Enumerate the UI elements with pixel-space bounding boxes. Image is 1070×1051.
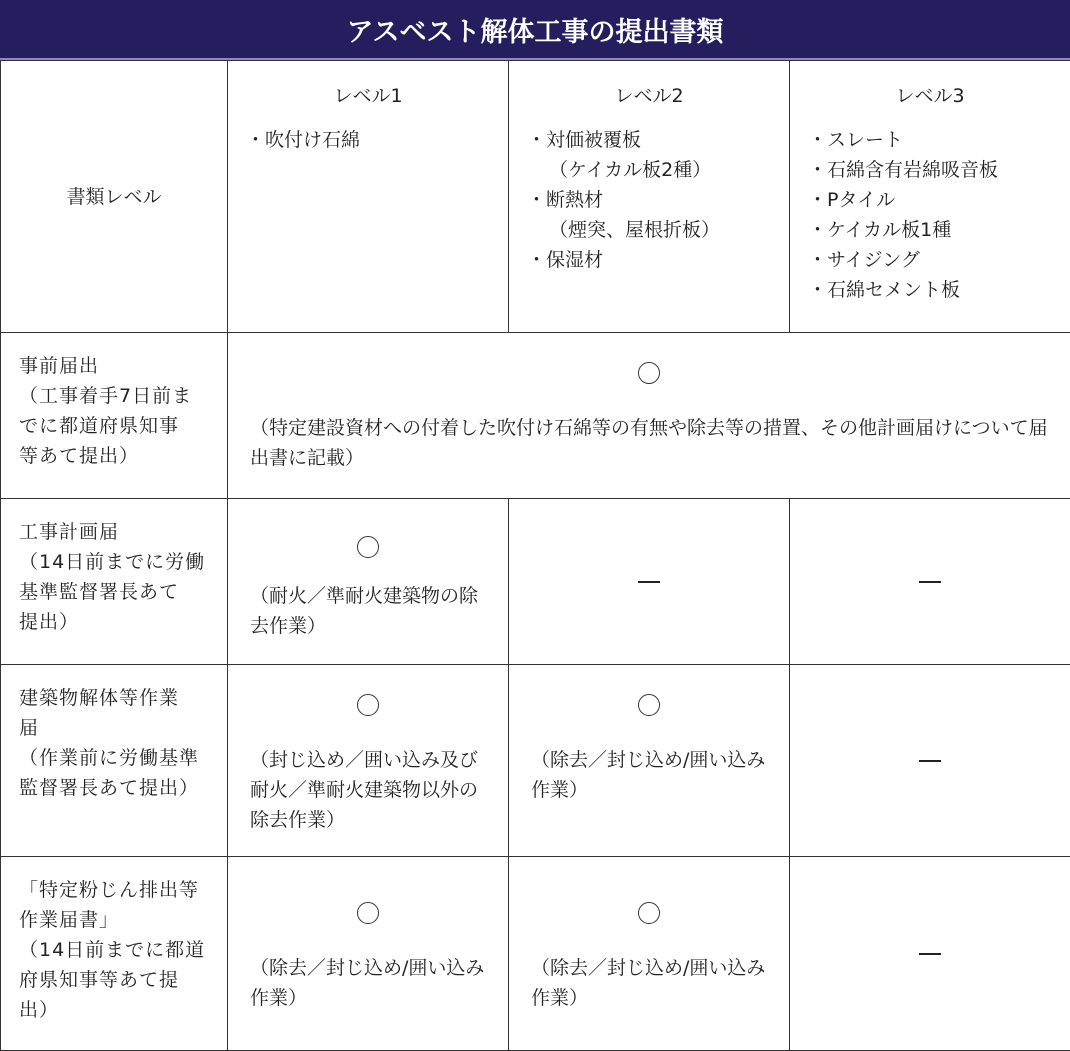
row-label-line: 建築物解体等作業 bbox=[19, 683, 213, 713]
level-label: レベル3 bbox=[790, 61, 1070, 111]
material-item: ・スレート bbox=[808, 125, 1070, 155]
level-2-cell bbox=[509, 499, 790, 665]
merged-cell bbox=[228, 333, 1070, 499]
material-item: ・対価被覆板 bbox=[527, 125, 789, 155]
material-item: ・保湿材 bbox=[527, 245, 789, 275]
level-2-header-cell bbox=[509, 61, 790, 333]
cell-note: （耐火／準耐火建築物の除去作業） bbox=[228, 565, 508, 641]
page-title: アスベスト解体工事の提出書類 bbox=[347, 10, 724, 49]
table-row bbox=[1, 499, 1070, 665]
cell-note: （除去／封じ込め/囲い込み作業） bbox=[509, 723, 789, 805]
row-label-line: 府県知事等あて提 bbox=[19, 965, 213, 995]
row-label-cell bbox=[1, 499, 228, 665]
row-label-line: 作業届書」 bbox=[19, 905, 213, 935]
table-header-row bbox=[1, 61, 1070, 333]
row-label-line: 等あて提出） bbox=[19, 441, 213, 471]
material-item: ・吹付け石綿 bbox=[246, 125, 508, 155]
table-row bbox=[1, 333, 1070, 499]
level-1-cell bbox=[228, 665, 509, 857]
row-label-line: 出） bbox=[19, 995, 213, 1025]
row-label-line: 工事計画届 bbox=[19, 517, 213, 547]
table-row bbox=[1, 857, 1070, 1051]
row-label-line: （14日前までに労働 bbox=[19, 547, 213, 577]
row-label-line: 事前届出 bbox=[19, 351, 213, 381]
row-label-line: （14日前までに都道 bbox=[19, 935, 213, 965]
required-circle-icon bbox=[357, 902, 379, 924]
material-item: ・断熱材 bbox=[527, 185, 789, 215]
level-1-cell bbox=[228, 499, 509, 665]
cell-note: （特定建設資材への付着した吹付け石綿等の有無や除去等の措置、その他計画届けについて届出書に記載） bbox=[228, 391, 1070, 473]
level-label: レベル2 bbox=[509, 61, 789, 111]
level-3-cell bbox=[790, 499, 1070, 665]
not-required-dash-icon bbox=[638, 581, 660, 583]
row-label-line: 届 bbox=[19, 713, 213, 743]
material-item: ・サイジング bbox=[808, 245, 1070, 275]
row-label-cell bbox=[1, 665, 228, 857]
required-circle-icon bbox=[638, 694, 660, 716]
level-2-cell bbox=[509, 857, 790, 1051]
material-item-note: （煙突、屋根折板） bbox=[527, 215, 789, 245]
row-label-line: （作業前に労働基準 bbox=[19, 743, 213, 773]
material-item: ・Pタイル bbox=[808, 185, 1070, 215]
row-label-cell bbox=[1, 857, 228, 1051]
cell-note: （除去／封じ込め/囲い込み作業） bbox=[509, 931, 789, 1013]
documents-table bbox=[0, 60, 1070, 1051]
row-label: 書類レベル bbox=[66, 182, 161, 212]
row-label-line: 監督署長あて提出） bbox=[19, 773, 213, 803]
required-circle-icon bbox=[638, 902, 660, 924]
table-row bbox=[1, 665, 1070, 857]
level-1-header-cell bbox=[228, 61, 509, 333]
not-required-dash-icon bbox=[919, 953, 941, 955]
material-item: ・ケイカル板1種 bbox=[808, 215, 1070, 245]
level-3-cell bbox=[790, 665, 1070, 857]
level-label: レベル1 bbox=[228, 61, 508, 111]
level-2-cell bbox=[509, 665, 790, 857]
required-circle-icon bbox=[357, 694, 379, 716]
not-required-dash-icon bbox=[919, 581, 941, 583]
level-1-cell bbox=[228, 857, 509, 1051]
cell-note: （封じ込め／囲い込み及び耐火／準耐火建築物以外の除去作業） bbox=[228, 723, 508, 835]
not-required-dash-icon bbox=[919, 760, 941, 762]
row-label-line: 「特定粉じん排出等 bbox=[19, 875, 213, 905]
row-label-line: でに都道府県知事 bbox=[19, 411, 213, 441]
title-bar bbox=[0, 0, 1070, 60]
material-item: ・石綿セメント板 bbox=[808, 275, 1070, 305]
level-3-cell bbox=[790, 857, 1070, 1051]
required-circle-icon bbox=[638, 362, 660, 384]
row-label-cell bbox=[1, 333, 228, 499]
level-3-header-cell bbox=[790, 61, 1070, 333]
row-label-line: 提出） bbox=[19, 607, 213, 637]
row-label-line: （工事着手7日前ま bbox=[19, 381, 213, 411]
required-circle-icon bbox=[357, 536, 379, 558]
material-item-note: （ケイカル板2種） bbox=[527, 155, 789, 185]
cell-note: （除去／封じ込め/囲い込み作業） bbox=[228, 931, 508, 1013]
header-row-label-cell bbox=[1, 61, 228, 333]
material-item: ・石綿含有岩綿吸音板 bbox=[808, 155, 1070, 185]
row-label-line: 基準監督署長あて bbox=[19, 577, 213, 607]
